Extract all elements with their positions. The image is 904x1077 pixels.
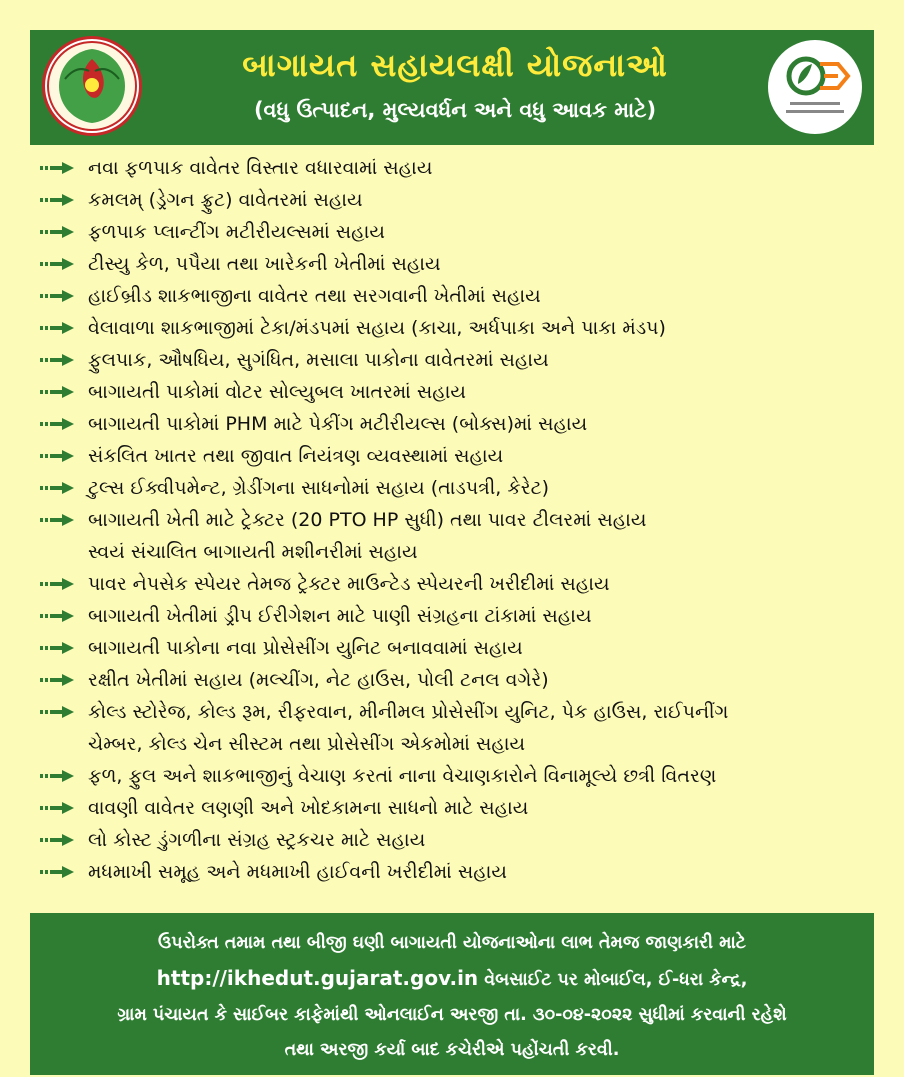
arrow-bullet-icon — [40, 760, 88, 792]
scheme-text: હાઈબ્રીડ શાકભાજીના વાવેતર તથા સરગવાની ખેતીમાં સહાય — [88, 285, 541, 307]
scheme-text: મધમાખી સમૂહ અને મધમાખી હાઈવની ખરીદીમાં સહાય — [88, 861, 507, 883]
footer-line-2-rest: વેબસાઈટ પર મોબાઈલ, ઈ-ધરા કેન્દ્ર, — [478, 970, 748, 990]
scheme-text-continuation: ચેમ્બર, કોલ્ડ ચેન સીસ્ટમ તથા પ્રોસેસીંગ એકમોમાં સહાય — [88, 733, 526, 755]
list-item — [40, 568, 890, 600]
list-item — [40, 632, 890, 664]
list-item — [40, 376, 890, 408]
list-item — [40, 792, 890, 824]
footer-line-1: ઉપરોક્ત તમામ તથા બીજી ઘણી બાગાયતી યોજનાઓના લાભ તેમજ જાણકારી માટે — [158, 933, 746, 953]
website-link[interactable]: http://ikhedut.gujarat.gov.in — [156, 966, 479, 990]
arrow-bullet-icon — [40, 856, 88, 888]
arrow-bullet-icon — [40, 664, 88, 696]
list-item — [40, 760, 890, 792]
scheme-text: ટીસ્યુ કેળ, પપૈયા તથા ખારેકની ખેતીમાં સહાય — [88, 253, 441, 275]
header-banner — [30, 30, 874, 145]
footer-banner — [30, 913, 874, 1075]
footer-line-4: તથા અરજી કર્યા બાદ કચેરીએ પહોંચતી કરવી. — [284, 1040, 620, 1060]
list-item — [40, 344, 890, 376]
scheme-text: નવા ફળપાક વાવેતર વિસ્તાર વધારવામાં સહાય — [88, 157, 433, 179]
arrow-bullet-icon — [40, 632, 88, 664]
arrow-bullet-icon — [40, 696, 88, 728]
scheme-text: બાગાયતી ખેતી માટે ટ્રેક્ટર (20 PTO HP સુધી) તથા પાવર ટીલરમાં સહાય — [88, 509, 647, 531]
scheme-text: કમલમ્ (ડ્રેગન ફ્રુટ) વાવેતરમાં સહાય — [88, 189, 363, 211]
arrow-bullet-icon — [40, 792, 88, 824]
scheme-text-continuation: સ્વયં સંચાલિત બાગાયતી મશીનરીમાં સહાય — [88, 541, 418, 563]
scheme-text: ફુલપાક, ઔષધિય, સુગંધિત, મસાલા પાકોના વાવેતરમાં સહાય — [88, 349, 549, 371]
list-item — [40, 216, 890, 248]
arrow-bullet-icon — [40, 600, 88, 632]
list-item — [40, 600, 890, 632]
arrow-bullet-icon — [40, 472, 88, 504]
arrow-bullet-icon — [40, 824, 88, 856]
arrow-bullet-icon — [40, 248, 88, 280]
arrow-bullet-icon — [40, 504, 88, 536]
arrow-bullet-icon — [40, 184, 88, 216]
scheme-text: પાવર નેપસેક સ્પેયર તેમજ ટ્રેક્ટર માઉન્ટેડ સ્પેયરની ખરીદીમાં સહાય — [88, 573, 610, 595]
scheme-text: રક્ષીત ખેતીમાં સહાય (મલ્ચીંગ, નેટ હાઉસ, પોલી ટનલ વગેરે) — [88, 669, 549, 691]
scheme-text: બાગાયતી પાકોના નવા પ્રોસેસીંગ યુનિટ બનાવવામાં સહાય — [88, 637, 523, 659]
page-title: બાગાયત સહાયલક્ષી યોજનાઓ — [242, 46, 668, 84]
scheme-text: કોલ્ડ સ્ટોરેજ, કોલ્ડ રૂમ, રીફરવાન, મીનીમલ પ્રોસેસીંગ યુનિટ, પેક હાઉસ, રાઈપનીંગ — [88, 701, 729, 723]
list-item — [40, 664, 890, 696]
scheme-text: વેલાવાળા શાકભાજીમાં ટેકા/મંડપમાં સહાય (કાચા, અર્ધપાકા અને પાકા મંડપ) — [88, 317, 666, 339]
footer-line-3: ગ્રામ પંચાયત કે સાઈબર કાફેમાંથી ઓનલાઈન અરજી તા. ૩૦-૦૪-૨૦૨૨ સુધીમાં કરવાની રહેશે — [117, 1005, 787, 1025]
scheme-text: સંકલિત ખાતર તથા જીવાત નિયંત્રણ વ્યવસ્થામાં સહાય — [88, 445, 504, 467]
arrow-bullet-icon — [40, 440, 88, 472]
list-item — [40, 184, 890, 216]
arrow-bullet-icon — [40, 376, 88, 408]
list-item — [40, 696, 890, 728]
list-item — [40, 248, 890, 280]
scheme-list — [40, 152, 890, 888]
scheme-text: ફળ, ફુલ અને શાકભાજીનું વેચાણ કરતાં નાના વેચાણકારોને વિનામૂલ્યે છત્રી વિતરણ — [88, 765, 717, 787]
list-item — [40, 472, 890, 504]
scheme-text: બાગાયતી પાકોમાં PHM માટે પેકીંગ મટીરીયલ્સ (બોક્સ)માં સહાય — [88, 413, 588, 435]
arrow-bullet-icon — [40, 312, 88, 344]
arrow-bullet-icon — [40, 344, 88, 376]
scheme-text: લો કોસ્ટ ડુંગળીના સંગ્રહ સ્ટ્રકચર માટે સહાય — [88, 829, 426, 851]
list-item — [40, 504, 890, 536]
list-item — [40, 440, 890, 472]
arrow-bullet-icon — [40, 280, 88, 312]
horticulture-mission-logo — [768, 40, 862, 134]
scheme-text: વાવણી વાવેતર લણણી અને ખોદકામના સાધનો માટે સહાય — [88, 797, 529, 819]
list-item — [40, 824, 890, 856]
list-item — [40, 856, 890, 888]
scheme-text: ટુલ્સ ઈક્વીપમેન્ટ, ગ્રેડીંગના સાધનોમાં સહાય (તાડપત્રી, કેરેટ) — [88, 477, 550, 499]
footer-line-2 — [30, 961, 874, 998]
scheme-text: ફળપાક પ્લાન્ટીંગ મટીરીયલ્સમાં સહાય — [88, 221, 385, 243]
list-item — [40, 280, 890, 312]
arrow-bullet-icon — [40, 568, 88, 600]
page-subtitle: (વધુ ઉત્પાદન, મુલ્યવર્ધન અને વધુ આવક માટે) — [253, 98, 657, 122]
arrow-bullet-icon — [40, 152, 88, 184]
scheme-text: બાગાયતી ખેતીમાં ડ્રીપ ઈરીગેશન માટે પાણી સંગ્રહના ટાંકામાં સહાય — [88, 605, 592, 627]
arrow-bullet-icon — [40, 408, 88, 440]
arrow-bullet-icon — [40, 216, 88, 248]
list-item — [40, 312, 890, 344]
gujarat-govt-logo — [42, 36, 142, 136]
scheme-text: બાગાયતી પાકોમાં વોટર સોલ્યુબલ ખાતરમાં સહાય — [88, 381, 466, 403]
list-item — [40, 408, 890, 440]
list-item — [40, 152, 890, 184]
